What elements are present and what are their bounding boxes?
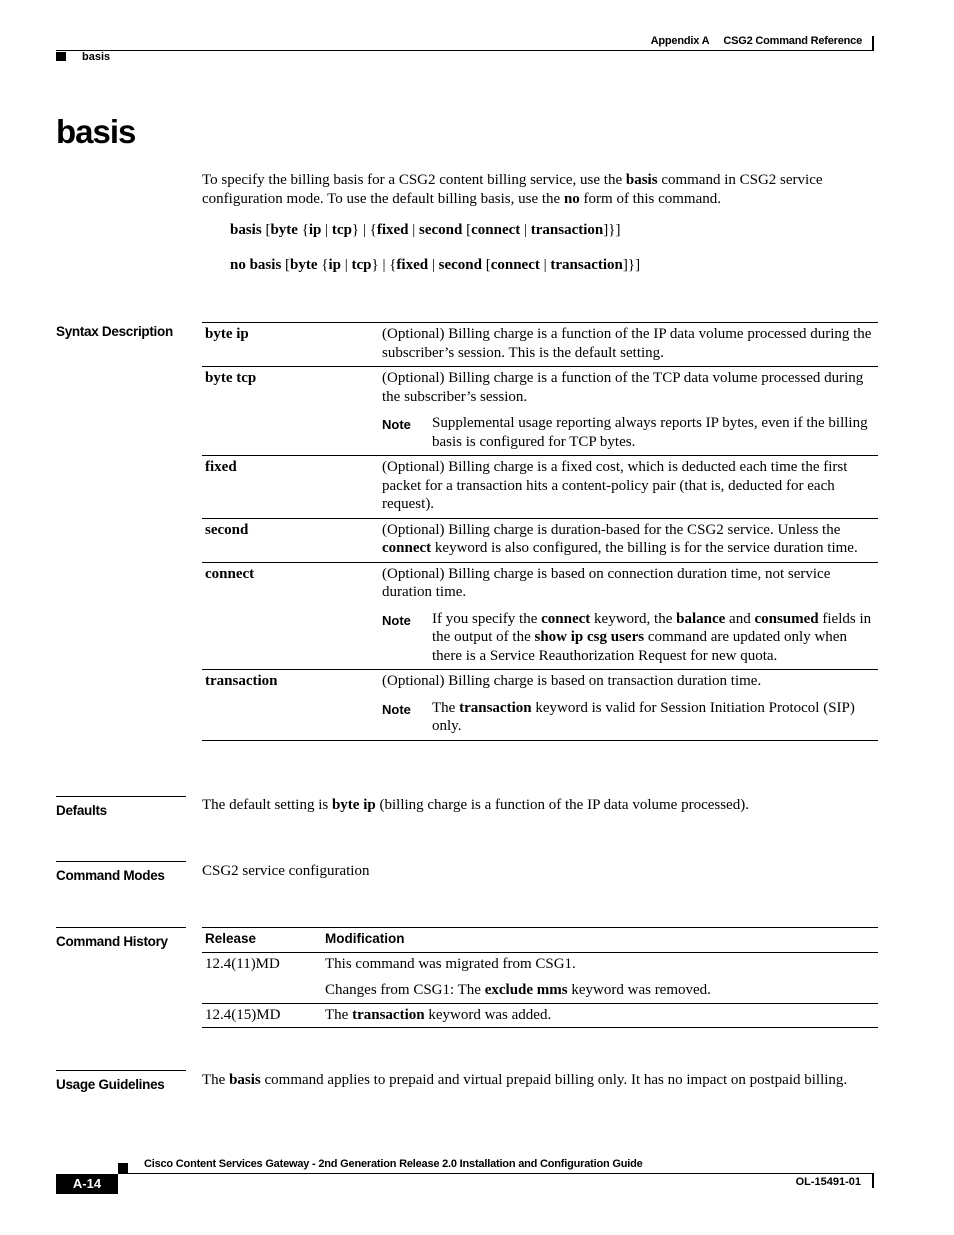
keyword-cell: fixed (205, 459, 237, 475)
defaults-text: The default setting is byte ip (billing charge is a function of the IP data volume processed). (202, 797, 749, 813)
footer-rule (118, 1173, 874, 1174)
header-square (56, 52, 66, 61)
description-cell: (Optional) Billing charge is a fixed cost, which is deducted each time the first packet for a transaction hits a content-policy pair (that is, deducted for each request). (382, 459, 848, 512)
header-bar (872, 36, 874, 51)
header-section: basis (82, 51, 111, 63)
note-label: Note (382, 612, 411, 628)
column-header-release: Release (205, 931, 257, 946)
footer-title: Cisco Content Services Gateway - 2nd Generation Release 2.0 Installation and Configuration Guide (144, 1158, 643, 1170)
keyword-cell: byte tcp (205, 370, 257, 386)
command-modes-text: CSG2 service configuration (202, 863, 370, 879)
running-header (651, 35, 862, 47)
intro-keyword-no: no (563, 190, 580, 207)
release-cell: 12.4(15)MD (205, 1006, 281, 1023)
document-id: OL-15491-01 (795, 1176, 861, 1188)
release-cell: 12.4(11)MD (205, 955, 280, 972)
table-header-row (202, 928, 878, 952)
keyword-cell: second (205, 521, 249, 538)
intro-paragraph: To specify the billing basis for a CSG2 content billing service, use the basis command in CSG2 service configuration mode. To use the default billing basis, use the no form of this command. (202, 172, 823, 207)
header-rule (56, 50, 874, 51)
command-history-table (202, 927, 878, 1028)
header-chapter: CSG2 Command Reference (723, 35, 862, 47)
note-label: Note (382, 701, 411, 717)
table-row (202, 323, 878, 366)
header-appendix: Appendix A (650, 35, 710, 47)
table-row (202, 518, 878, 562)
table-row (202, 669, 878, 740)
usage-guidelines-text: The basis command applies to prepaid and virtual prepaid billing only. It has no impact on postpaid billing. (202, 1072, 848, 1088)
description-cell: (Optional) Billing charge is a function of the TCP data volume processed during the subscriber’s session. Note Supplemental usage reporting always reports IP bytes, even if the billing basis is configured for TCP bytes. (382, 367, 878, 455)
keyword-cell: byte ip (205, 326, 249, 342)
page-title: basis (56, 113, 136, 150)
keyword-cell: connect (205, 565, 255, 582)
note-text: The transaction keyword is valid for Session Initiation Protocol (SIP) only. (432, 699, 855, 734)
note-label: Note (382, 417, 411, 432)
intro-keyword-basis: basis (625, 172, 658, 188)
description-cell: (Optional) Billing charge is based on transaction duration time. Note The transaction keyword is valid for Session Initiation Protocol (SIP) only. (382, 670, 878, 740)
modification-cell: The transaction keyword was added. (325, 1006, 552, 1023)
footer-bar (872, 1174, 874, 1188)
note-text: If you specify the connect keyword, the balance and consumed fields in the output of the show ip csg users command are updated only when there is a Service Reauthorization Request for new quota. (432, 610, 872, 664)
syntax-line-basis: basis [byte {ip | tcp} | {fixed | second [connect | transaction]}] (230, 222, 621, 238)
syntax-line-no-basis: no basis [byte {ip | tcp} | {fixed | second [connect | transaction]}] (230, 257, 641, 273)
note-block (382, 610, 878, 666)
section-label-command-modes: Command Modes (56, 861, 186, 883)
footer-square (118, 1163, 128, 1173)
description-cell: (Optional) Billing charge is based on connection duration time, not service duration time. Note If you specify the connect keyword, the balance and consumed fields in the output of the show ip csg users command are updated only when there is a Service Reauthorization Request for new quota. (382, 563, 878, 670)
description-cell: (Optional) Billing charge is a function of the IP data volume processed during the subscriber’s session. This is the default setting. (382, 326, 872, 361)
modification-cell: This command was migrated from CSG1. Changes from CSG1: The exclude mms keyword was removed. (325, 955, 711, 998)
table-row (202, 952, 878, 1003)
table-row (202, 455, 878, 518)
note-block (382, 414, 878, 451)
section-label-usage-guidelines: Usage Guidelines (56, 1070, 186, 1092)
table-row (202, 1003, 878, 1028)
table-row (202, 366, 878, 455)
note-block (382, 699, 878, 736)
description-cell: (Optional) Billing charge is duration-based for the CSG2 service. Unless the connect keyword is also configured, the billing is for the service duration time. (382, 521, 858, 556)
section-label-syntax-description: Syntax Description (56, 324, 173, 339)
table-row (202, 562, 878, 670)
section-label-defaults: Defaults (56, 796, 186, 818)
section-label-command-history: Command History (56, 927, 186, 949)
page-number: A-14 (56, 1174, 118, 1194)
note-text: Supplemental usage reporting always reports IP bytes, even if the billing basis is configured for TCP bytes. (432, 415, 868, 450)
keyword-cell: transaction (205, 673, 278, 689)
column-header-modification: Modification (325, 931, 405, 946)
syntax-description-table (202, 322, 878, 741)
